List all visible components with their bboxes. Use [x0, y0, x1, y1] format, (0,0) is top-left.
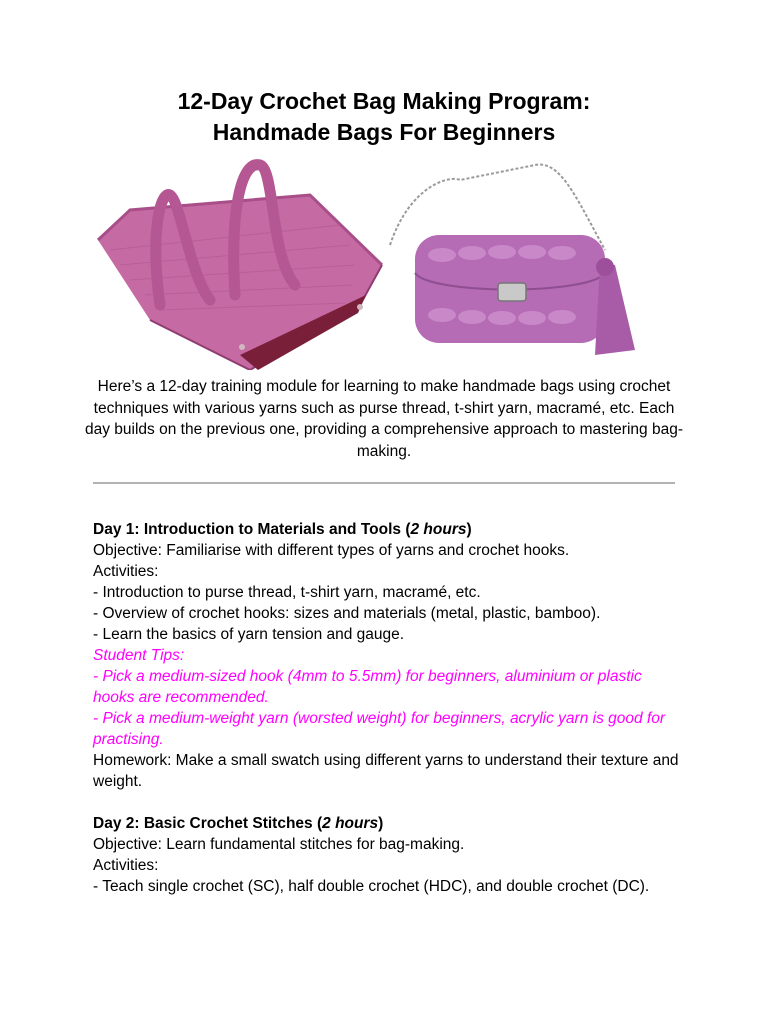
title-line-1: 12-Day Crochet Bag Making Program: [177, 88, 591, 114]
day-1-activities-label: Activities: [93, 563, 159, 580]
day-1-activity: - Overview of crochet hooks: sizes and materials (metal, plastic, bamboo). [93, 605, 601, 622]
title-line-2: Handmade Bags For Beginners [212, 119, 556, 145]
intro-paragraph: Here’s a 12-day training module for learning to make handmade bags using crochet techniques with various yarns such as purse thread, t-shirt yarn, macramé, etc. Each day builds on the previous one, providing a comprehensive approach to mastering bag-making. [85, 378, 683, 460]
flap-bag-image [390, 165, 635, 355]
day-1-objective: Objective: Familiarise with different types of yarns and crochet hooks. [93, 542, 570, 559]
tote-bag-image [98, 165, 382, 370]
day-2-objective: Objective: Learn fundamental stitches for bag-making. [93, 836, 465, 853]
day-1-tip: - Pick a medium-sized hook (4mm to 5.5mm) for beginners, aluminium or plastic hooks are recommended. [93, 668, 642, 706]
day-2-heading: Day 2: Basic Crochet Stitches (2 hours) [93, 815, 384, 832]
program-body [93, 519, 683, 897]
document-title [0, 86, 768, 148]
day-2-activities-label: Activities: [93, 857, 159, 874]
divider [93, 482, 675, 484]
day-2-section [93, 813, 683, 897]
bag-photos [90, 155, 690, 370]
day-1-tip: - Pick a medium-weight yarn (worsted weight) for beginners, acrylic yarn is good for practising. [93, 710, 666, 748]
day-1-duration: 2 hours [410, 521, 467, 538]
day-1-heading: Day 1: Introduction to Materials and Tools (2 hours) [93, 521, 472, 538]
day-1-activity: - Learn the basics of yarn tension and gauge. [93, 626, 405, 643]
day-1-tips-label: Student Tips: [93, 647, 185, 664]
day-2-duration: 2 hours [322, 815, 379, 832]
day-1-homework: Homework: Make a small swatch using different yarns to understand their texture and weight. [93, 752, 679, 790]
day-2-activity: - Teach single crochet (SC), half double crochet (HDC), and double crochet (DC). [93, 878, 650, 895]
day-1-activity: - Introduction to purse thread, t-shirt yarn, macramé, etc. [93, 584, 481, 601]
day-1-section [93, 519, 683, 792]
